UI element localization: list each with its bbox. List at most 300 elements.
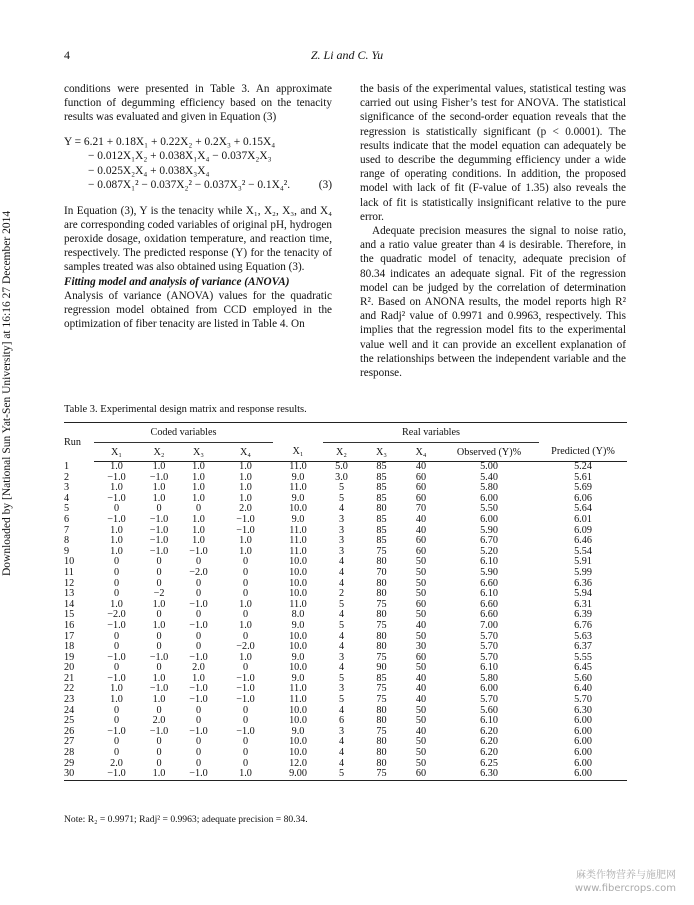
cell-predicted: 6.40 bbox=[574, 683, 592, 695]
cell-real: 11.0 bbox=[289, 524, 307, 536]
cell-coded: 0 bbox=[195, 588, 202, 600]
cell-coded: −1.0 bbox=[149, 524, 169, 536]
cell-coded: 1.0 bbox=[110, 482, 123, 494]
cell-real: 11.0 bbox=[289, 461, 307, 472]
cell-run: 1 bbox=[64, 460, 70, 472]
cell-real: 9.00 bbox=[273, 769, 323, 780]
cell-coded: 1.0 bbox=[239, 461, 252, 472]
cell-coded: 1.0 bbox=[192, 492, 205, 504]
table-row bbox=[64, 536, 627, 547]
cell-run: 7 bbox=[64, 524, 70, 536]
cell-coded: −1.0 bbox=[107, 492, 126, 504]
cell-coded: 0 bbox=[242, 630, 249, 642]
cell-run: 16 bbox=[64, 619, 75, 631]
watermark-line-2: www.fibercrops.com bbox=[574, 883, 676, 894]
cell-real: 4 bbox=[338, 556, 345, 568]
cell-real: 4 bbox=[338, 641, 345, 653]
header-coded-x1: X₁ bbox=[94, 443, 139, 462]
cell-real: 60 bbox=[415, 545, 427, 557]
cell-coded: 1.0 bbox=[110, 461, 123, 472]
cell-coded: 0 bbox=[113, 566, 120, 578]
cell-real: 40 bbox=[415, 524, 427, 536]
cell-coded: 0 bbox=[242, 577, 249, 589]
cell-real: 30 bbox=[415, 641, 427, 653]
cell-coded: 0 bbox=[195, 747, 202, 759]
cell-real: 80 bbox=[376, 609, 387, 621]
cell-predicted: 6.76 bbox=[574, 619, 592, 631]
cell-observed: 6.20 bbox=[480, 747, 498, 759]
cell-real: 10.0 bbox=[289, 503, 307, 515]
cell-real: 50 bbox=[415, 736, 427, 748]
table-row bbox=[64, 716, 627, 727]
cell-coded: 1.0 bbox=[239, 482, 252, 494]
cell-coded: 1.0 bbox=[218, 769, 273, 780]
cell-coded: −1.0 bbox=[236, 694, 255, 706]
header-run: Run bbox=[64, 423, 94, 462]
cell-real: 10.0 bbox=[289, 577, 307, 589]
cell-real: 3 bbox=[338, 725, 345, 737]
cell-real: 11.0 bbox=[289, 694, 307, 706]
cell-predicted: 6.30 bbox=[574, 704, 592, 716]
cell-real: 4 bbox=[338, 747, 345, 759]
cell-coded: 0 bbox=[156, 566, 162, 578]
table-caption: Table 3. Experimental design matrix and response results. bbox=[64, 404, 307, 415]
cell-real: 80 bbox=[376, 715, 387, 727]
cell-real: 70 bbox=[376, 566, 387, 578]
cell-real: 9.0 bbox=[291, 492, 305, 504]
cell-run: 25 bbox=[64, 715, 75, 727]
cell-real: 40 bbox=[415, 461, 427, 472]
cell-real: 10.0 bbox=[289, 704, 307, 716]
cell-coded: 0 bbox=[156, 609, 162, 621]
cell-real: 50 bbox=[415, 715, 427, 727]
cell-run: 12 bbox=[64, 577, 75, 589]
cell-coded: 1.0 bbox=[192, 482, 205, 494]
cell-observed: 6.10 bbox=[480, 662, 498, 674]
cell-real: 10.0 bbox=[289, 630, 307, 642]
cell-observed: 5.80 bbox=[480, 672, 498, 684]
cell-observed: 5.80 bbox=[480, 482, 498, 494]
cell-coded: 0 bbox=[242, 747, 249, 759]
cell-coded: 0 bbox=[242, 662, 249, 674]
cell-predicted: 5.60 bbox=[574, 672, 592, 684]
cell-predicted: 6.01 bbox=[574, 513, 592, 525]
cell-coded: 0 bbox=[156, 757, 162, 769]
left-paragraph-3: Analysis of variance (ANOVA) values for the quadratic regression model obtained from CCD employed in the optimization of fiber tenacity are listed in Table 4. On bbox=[64, 289, 332, 331]
cell-coded: 0 bbox=[195, 556, 202, 568]
cell-coded: −1.0 bbox=[149, 683, 169, 695]
cell-observed: 5.50 bbox=[480, 503, 498, 515]
cell-coded: 1.0 bbox=[110, 524, 123, 536]
cell-coded: 1.0 bbox=[192, 524, 205, 536]
cell-real: 9.0 bbox=[291, 651, 305, 663]
cell-run: 29 bbox=[64, 757, 75, 769]
cell-coded: 1.0 bbox=[239, 598, 252, 610]
table-note: Note: R₂ = 0.9971; Radj² = 0.9963; adequate precision = 80.34. bbox=[64, 814, 308, 825]
cell-coded: 0 bbox=[242, 736, 249, 748]
cell-coded: −1.0 bbox=[149, 513, 169, 525]
cell-coded: −1.0 bbox=[149, 471, 169, 483]
cell-real: 5 bbox=[338, 598, 345, 610]
cell-real: 3.0 bbox=[335, 471, 348, 483]
table-sub-header-row bbox=[64, 443, 627, 462]
cell-coded: 0 bbox=[156, 556, 162, 568]
cell-coded: 0 bbox=[242, 715, 249, 727]
cell-coded: −1.0 bbox=[189, 725, 208, 737]
cell-coded: 0 bbox=[195, 704, 202, 716]
cell-observed: 6.30 bbox=[439, 769, 539, 780]
cell-real: 80 bbox=[376, 503, 387, 515]
cell-observed: 6.00 bbox=[480, 492, 498, 504]
cell-coded: 0 bbox=[113, 641, 120, 653]
cell-observed: 6.00 bbox=[480, 683, 498, 695]
cell-real: 75 bbox=[376, 651, 387, 663]
cell-coded: −1.0 bbox=[189, 683, 208, 695]
cell-real: 60 bbox=[415, 598, 427, 610]
cell-predicted: 5.55 bbox=[574, 651, 592, 663]
cell-real: 60 bbox=[415, 492, 427, 504]
cell-coded: 1.0 bbox=[192, 535, 205, 547]
table-body bbox=[64, 462, 627, 781]
cell-predicted: 5.54 bbox=[574, 545, 592, 557]
header-coded-x4: X₄ bbox=[218, 443, 273, 462]
cell-predicted: 5.64 bbox=[574, 503, 592, 515]
cell-predicted: 6.06 bbox=[574, 492, 592, 504]
header-real-x4: X₄ bbox=[403, 443, 439, 462]
cell-real: 40 bbox=[415, 672, 427, 684]
cell-real: 50 bbox=[415, 757, 427, 769]
cell-coded: 1.0 bbox=[239, 471, 252, 483]
cell-real: 85 bbox=[376, 524, 387, 536]
cell-real: 9.0 bbox=[291, 672, 305, 684]
cell-coded: 1.0 bbox=[152, 619, 166, 631]
cell-real: 5 bbox=[338, 482, 345, 494]
cell-real: 50 bbox=[415, 630, 427, 642]
cell-real: 4 bbox=[338, 630, 345, 642]
cell-real: 60 bbox=[415, 471, 427, 483]
cell-observed: 5.70 bbox=[480, 630, 498, 642]
cell-coded: 0 bbox=[156, 662, 162, 674]
table-row bbox=[64, 674, 627, 685]
cell-coded: 1.0 bbox=[192, 461, 205, 472]
header-coded-variables: Coded variables bbox=[94, 423, 273, 443]
cell-coded: 1.0 bbox=[110, 694, 123, 706]
cell-real: 11.0 bbox=[289, 535, 307, 547]
cell-run: 26 bbox=[64, 725, 75, 737]
cell-coded: −2.0 bbox=[189, 566, 208, 578]
right-paragraph-2: Adequate precision measures the signal to noise ratio, and a ratio value greater than 4 is desirable. Therefore, in the quadratic model of tenacity, adequate precision of 80.34 indicates an adequate signal. Fit of the regression model can be judged by the correlation of determination R². Based on ANONA results, the model reports high R² and Radj² value of 0.9971 and 0.9963, respectively. This implies that the regression model fits to the experimental value well and it can provide an excellent explanation of the relationships between the independent variable and the response. bbox=[360, 225, 626, 380]
header-real-x1: X₁ bbox=[273, 443, 323, 462]
cell-coded: −1.0 bbox=[189, 598, 208, 610]
cell-real: 50 bbox=[415, 609, 427, 621]
cell-run: 5 bbox=[64, 503, 70, 515]
cell-run: 23 bbox=[64, 694, 75, 706]
cell-coded: −2.0 bbox=[236, 641, 255, 653]
header-real-x3: X₃ bbox=[360, 443, 403, 462]
cell-real: 11.0 bbox=[289, 545, 307, 557]
cell-coded: 0 bbox=[195, 757, 202, 769]
cell-coded: 0 bbox=[113, 556, 120, 568]
cell-observed: 5.40 bbox=[480, 471, 498, 483]
cell-real: 3 bbox=[338, 651, 345, 663]
cell-coded: 0 bbox=[113, 715, 120, 727]
cell-observed: 6.20 bbox=[480, 725, 498, 737]
cell-predicted: 6.31 bbox=[574, 598, 592, 610]
cell-real: 12.0 bbox=[289, 757, 307, 769]
cell-observed: 5.00 bbox=[480, 461, 498, 472]
cell-predicted: 5.70 bbox=[574, 694, 592, 706]
table-row bbox=[64, 610, 627, 621]
cell-real: 3 bbox=[338, 545, 345, 557]
cell-real: 6 bbox=[338, 715, 345, 727]
cell-real: 40 bbox=[415, 694, 427, 706]
cell-observed: 6.10 bbox=[480, 715, 498, 727]
cell-real: 80 bbox=[376, 757, 387, 769]
table-row bbox=[64, 579, 627, 590]
table-row bbox=[64, 663, 627, 674]
cell-coded: 0 bbox=[113, 662, 120, 674]
cell-coded: 0 bbox=[113, 588, 120, 600]
cell-real: 75 bbox=[376, 619, 387, 631]
cell-coded: −1.0 bbox=[107, 471, 126, 483]
cell-real: 10.0 bbox=[289, 556, 307, 568]
cell-coded: 0 bbox=[156, 630, 162, 642]
table-row bbox=[64, 568, 627, 579]
cell-coded: −1.0 bbox=[236, 513, 255, 525]
cell-run: 6 bbox=[64, 513, 70, 525]
cell-coded: 0 bbox=[195, 609, 202, 621]
equation-line: Y = 6.21 + 0.18X₁ + 0.22X₂ + 0.2X₃ + 0.15X₄ bbox=[64, 135, 276, 148]
cell-coded: 1.0 bbox=[239, 651, 252, 663]
table-row bbox=[64, 621, 627, 632]
cell-real: 5.0 bbox=[335, 461, 348, 472]
cell-coded: −1.0 bbox=[189, 651, 208, 663]
table-row bbox=[64, 653, 627, 664]
table-row bbox=[64, 600, 627, 611]
cell-real: 80 bbox=[376, 556, 387, 568]
cell-real: 75 bbox=[360, 769, 403, 780]
cell-predicted: 6.37 bbox=[574, 641, 592, 653]
cell-real: 5 bbox=[338, 694, 345, 706]
cell-observed: 6.10 bbox=[480, 556, 498, 568]
equation-line bbox=[64, 178, 332, 193]
cell-observed: 6.10 bbox=[480, 588, 498, 600]
cell-real: 5 bbox=[338, 672, 345, 684]
cell-real: 10.0 bbox=[289, 747, 307, 759]
cell-coded: 0 bbox=[156, 704, 162, 716]
cell-coded: 0 bbox=[113, 630, 120, 642]
cell-coded: −1.0 bbox=[107, 513, 126, 525]
equation-number: (3) bbox=[318, 179, 332, 192]
section-subheading: Fitting model and analysis of variance (ANOVA) bbox=[64, 275, 290, 288]
cell-real: 40 bbox=[415, 683, 427, 695]
cell-coded: 1.0 bbox=[152, 492, 166, 504]
cell-real: 11.0 bbox=[289, 598, 307, 610]
header-observed: Observed (Y)% bbox=[439, 443, 539, 462]
cell-predicted: 6.00 bbox=[574, 725, 592, 737]
left-column bbox=[64, 82, 332, 331]
cell-observed: 6.00 bbox=[480, 513, 498, 525]
cell-coded: 1.0 bbox=[110, 545, 123, 557]
cell-predicted: 6.45 bbox=[574, 662, 592, 674]
cell-run: 28 bbox=[64, 747, 75, 759]
cell-observed: 6.70 bbox=[480, 535, 498, 547]
table-group-header-row bbox=[64, 423, 627, 443]
cell-real: 8.0 bbox=[291, 609, 305, 621]
cell-run: 22 bbox=[64, 683, 75, 695]
cell-coded: −1.0 bbox=[149, 725, 169, 737]
cell-real: 10.0 bbox=[289, 715, 307, 727]
cell-coded: −1.0 bbox=[189, 619, 208, 631]
cell-coded: 0 bbox=[195, 577, 202, 589]
cell-real: 10.0 bbox=[289, 662, 307, 674]
cell-real: 60 bbox=[415, 535, 427, 547]
cell-coded: 1.0 bbox=[139, 769, 179, 780]
cell-real: 80 bbox=[376, 736, 387, 748]
cell-real: 4 bbox=[338, 503, 345, 515]
equation-line-text: − 0.087X₁² − 0.037X₂² − 0.037X₃² − 0.1X₄². bbox=[88, 179, 291, 192]
table-row bbox=[64, 504, 627, 515]
cell-real: 60 bbox=[403, 769, 439, 780]
cell-coded: 0 bbox=[242, 556, 249, 568]
cell-run: 11 bbox=[64, 566, 74, 578]
table-row bbox=[64, 684, 627, 695]
table-row bbox=[64, 748, 627, 759]
cell-real: 40 bbox=[415, 725, 427, 737]
cell-predicted: 6.00 bbox=[574, 715, 592, 727]
cell-predicted: 6.09 bbox=[574, 524, 592, 536]
cell-run: 15 bbox=[64, 609, 75, 621]
cell-coded: 2.0 bbox=[110, 757, 123, 769]
cell-run: 4 bbox=[64, 492, 70, 504]
cell-real: 60 bbox=[415, 651, 427, 663]
header-coded-x3: X₃ bbox=[179, 443, 218, 462]
cell-real: 9.0 bbox=[291, 471, 305, 483]
cell-run: 20 bbox=[64, 662, 75, 674]
cell-predicted: 6.36 bbox=[574, 577, 592, 589]
cell-run: 21 bbox=[64, 672, 75, 684]
cell-coded: 0 bbox=[156, 641, 162, 653]
cell-coded: 1.0 bbox=[152, 461, 166, 472]
cell-coded: −1.0 bbox=[107, 651, 126, 663]
cell-coded: −1.0 bbox=[149, 651, 169, 663]
cell-real: 70 bbox=[415, 503, 427, 515]
cell-run: 3 bbox=[64, 482, 70, 494]
cell-real: 5 bbox=[338, 492, 345, 504]
cell-run: 8 bbox=[64, 535, 70, 547]
cell-coded: −1.0 bbox=[236, 725, 255, 737]
cell-real: 4 bbox=[338, 757, 345, 769]
cell-real: 5 bbox=[338, 619, 345, 631]
cell-coded: 0 bbox=[113, 704, 120, 716]
cell-real: 3 bbox=[338, 683, 345, 695]
cell-coded: 0 bbox=[113, 736, 120, 748]
cell-coded: −1.0 bbox=[107, 672, 126, 684]
cell-run: 18 bbox=[64, 641, 75, 653]
cell-real: 11.0 bbox=[289, 482, 307, 494]
cell-run: 24 bbox=[64, 704, 75, 716]
cell-observed: 5.90 bbox=[480, 566, 498, 578]
cell-real: 75 bbox=[376, 545, 387, 557]
cell-coded: 1.0 bbox=[239, 492, 252, 504]
cell-real: 10.0 bbox=[289, 736, 307, 748]
left-paragraph-1: conditions were presented in Table 3. An approximate function of degumming efficiency based on the tenacity results was evaluated and given in Equation (3) bbox=[64, 83, 332, 124]
cell-observed: 5.70 bbox=[480, 651, 498, 663]
cell-real: 85 bbox=[376, 513, 387, 525]
left-paragraph-2: In Equation (3), Y is the tenacity while X₁, X₂, X₃, and X₄ are corresponding coded variables of original pH, hydrogen peroxide dosage, oxidation temperature, and reaction time, respectively. The predicted response (Y) for the tenacity of samples treated was also obtained using Equation (3). bbox=[64, 204, 332, 274]
cell-real: 80 bbox=[376, 630, 387, 642]
cell-coded: −1.0 bbox=[149, 535, 169, 547]
cell-observed: 5.90 bbox=[480, 524, 498, 536]
header-predicted: Predicted (Y)% bbox=[539, 443, 627, 462]
cell-real: 80 bbox=[376, 704, 387, 716]
cell-real: 50 bbox=[415, 704, 427, 716]
cell-observed: 6.60 bbox=[480, 609, 498, 621]
cell-coded: 1.0 bbox=[110, 535, 123, 547]
cell-real: 75 bbox=[376, 694, 387, 706]
cell-run: 9 bbox=[64, 545, 70, 557]
cell-run: 13 bbox=[64, 588, 75, 600]
table-row bbox=[64, 589, 627, 600]
right-paragraph-1: the basis of the experimental values, statistical testing was carried out using Fisher’s test for ANOVA. The statistical significance of the second-order equation reveals that the regression is statistically significant (p < 0.0001). The results indicate that the model equation can adequately be used to describe the degumming efficiency under a wide range of operating conditions. In addition, the proposed model with lack of fit (F-value of 1.35) also reveals the lack of fit is statistically insignificant relative to the pure error. bbox=[360, 83, 626, 223]
cell-coded: 0 bbox=[242, 566, 249, 578]
cell-real: 50 bbox=[415, 662, 427, 674]
cell-coded: −1.0 bbox=[94, 769, 139, 780]
cell-real: 90 bbox=[376, 662, 387, 674]
cell-coded: −1.0 bbox=[236, 683, 255, 695]
cell-coded: 1.0 bbox=[239, 535, 252, 547]
cell-predicted: 5.99 bbox=[574, 566, 592, 578]
cell-real: 80 bbox=[376, 588, 387, 600]
cell-run: 14 bbox=[64, 598, 75, 610]
running-authors: Z. Li and C. Yu bbox=[310, 48, 384, 62]
cell-predicted: 5.94 bbox=[574, 588, 592, 600]
cell-coded: −2.0 bbox=[107, 609, 126, 621]
cell-observed: 6.60 bbox=[480, 598, 498, 610]
cell-real: 80 bbox=[376, 577, 387, 589]
cell-run: 17 bbox=[64, 630, 75, 642]
table-row bbox=[64, 557, 627, 568]
cell-coded: 0 bbox=[113, 577, 120, 589]
table-row bbox=[64, 632, 627, 643]
download-stamp: Downloaded by [National Sun Yat-Sen University] at 16:16 27 December 2014 bbox=[1, 210, 13, 576]
cell-coded: 1.0 bbox=[152, 694, 166, 706]
cell-coded: 0 bbox=[156, 503, 162, 515]
cell-real: 4 bbox=[338, 566, 345, 578]
cell-predicted: 5.61 bbox=[574, 471, 592, 483]
cell-coded: 1.0 bbox=[152, 482, 166, 494]
cell-real: 11.0 bbox=[289, 683, 307, 695]
cell-coded: −1.0 bbox=[149, 545, 169, 557]
cell-real: 50 bbox=[415, 747, 427, 759]
table-row bbox=[64, 473, 627, 484]
right-column bbox=[360, 82, 626, 380]
table-row bbox=[64, 526, 627, 537]
cell-coded: 0 bbox=[195, 736, 202, 748]
cell-real: 3 bbox=[338, 535, 345, 547]
design-matrix-table bbox=[64, 422, 627, 781]
cell-coded: 1.0 bbox=[192, 672, 205, 684]
cell-coded: −1.0 bbox=[107, 619, 126, 631]
cell-real: 50 bbox=[415, 566, 427, 578]
cell-predicted: 5.91 bbox=[574, 556, 592, 568]
table-row bbox=[64, 727, 627, 738]
cell-coded: 1.0 bbox=[192, 471, 205, 483]
cell-coded: −1.0 bbox=[236, 672, 255, 684]
cell-real: 60 bbox=[415, 482, 427, 494]
cell-run: 27 bbox=[64, 736, 75, 748]
table-row bbox=[64, 494, 627, 505]
